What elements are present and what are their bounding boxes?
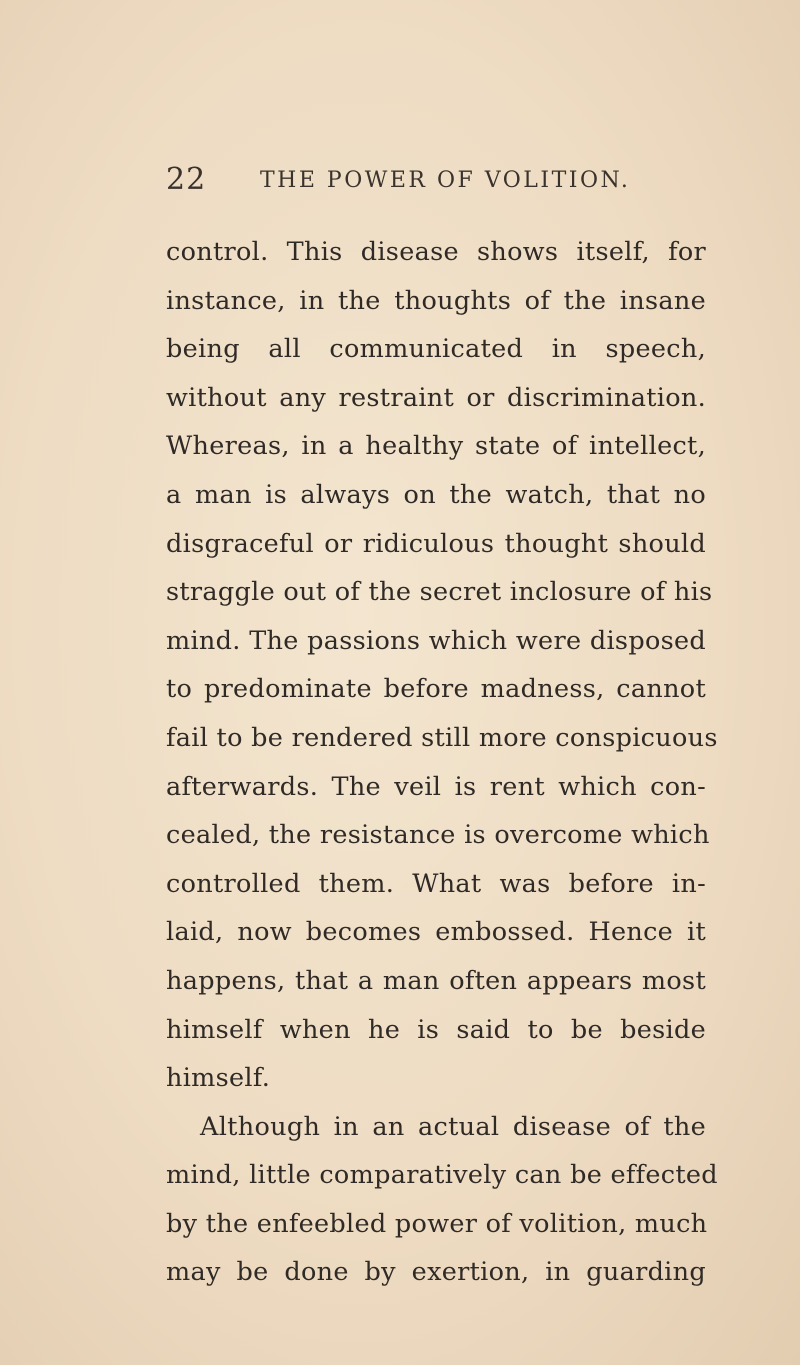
paragraph-end-line: himself.	[166, 1063, 271, 1094]
text-line: to predominate before madness, cannot	[166, 674, 706, 705]
text-line: happens, that a man often appears most	[166, 965, 706, 996]
text-line: by the enfeebled power of volition, much	[166, 1208, 708, 1239]
text-line: may be done by exertion, in guarding	[166, 1257, 706, 1288]
text-line: mind. The passions which were disposed	[166, 625, 706, 656]
text-line: being all communicated in speech,	[166, 334, 706, 365]
text-line: controlled them. What was before in-	[166, 868, 706, 899]
text-line: fail to be rendered still more conspicuous	[166, 722, 718, 753]
running-head	[166, 162, 706, 202]
body-text	[166, 228, 718, 1297]
text-line: disgraceful or ridiculous thought should	[166, 528, 706, 559]
text-line: cealed, the resistance is overcome which	[166, 820, 710, 851]
text-line: himself when he is said to be beside	[166, 1014, 706, 1045]
page-number: 22	[166, 162, 207, 197]
text-line: afterwards. The veil is rent which con-	[166, 771, 706, 802]
text-line: laid, now becomes embossed. Hence it	[166, 917, 706, 948]
text-line: Whereas, in a healthy state of intellect,	[166, 431, 706, 462]
text-line: straggle out of the secret inclosure of his	[166, 577, 713, 608]
text-line: a man is always on the watch, that no	[166, 479, 706, 510]
text-line: instance, in the thoughts of the insane	[166, 285, 706, 316]
text-line: without any restraint or discrimination.	[166, 382, 706, 413]
text-line: mind, little comparatively can be effected	[166, 1160, 718, 1191]
running-title: THE POWER OF VOLITION.	[260, 168, 631, 193]
paragraph-start-line: Although in an actual disease of the	[200, 1111, 706, 1142]
text-line: control. This disease shows itself, for	[166, 237, 706, 267]
